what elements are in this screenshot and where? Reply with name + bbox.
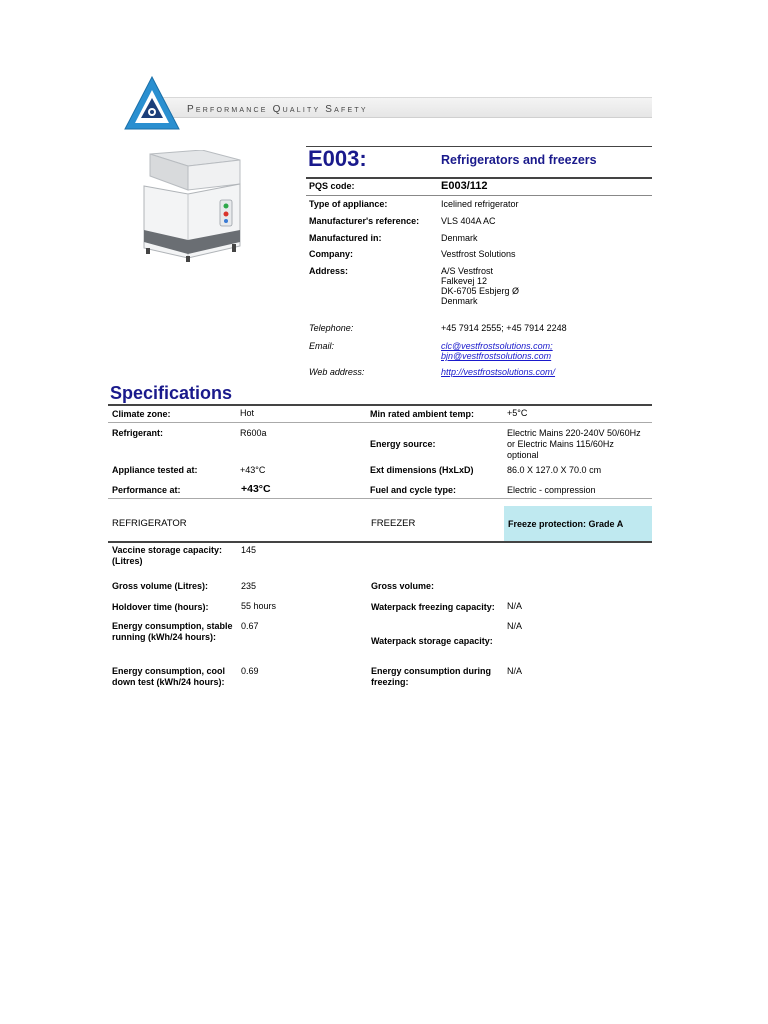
min-ambient-label: Min rated ambient temp:: [370, 409, 475, 419]
energy-stable-label-1: Energy consumption, stable: [112, 621, 233, 631]
waterpack-freezing-value: N/A: [507, 601, 523, 611]
energy-stable-value: 0.67: [241, 621, 259, 631]
energy-freezing-label-2: freezing:: [371, 677, 409, 687]
performance-at-label: Performance at:: [112, 485, 181, 495]
waterpack-storage-label: Waterpack storage capacity:: [371, 636, 493, 646]
pqs-code-value: E003/112: [441, 180, 488, 192]
manufactured-in-value: Denmark: [441, 233, 478, 243]
energy-source-label: Energy source:: [370, 439, 436, 449]
energy-freezing-value: N/A: [507, 666, 523, 676]
email-label: Email:: [309, 341, 335, 351]
telephone-label: Telephone:: [309, 323, 354, 333]
refrigerator-heading: REFRIGERATOR: [112, 518, 187, 529]
vaccine-capacity-label-1: Vaccine storage capacity:: [112, 545, 223, 555]
manufacturer-ref-label: Manufacturer's reference:: [309, 216, 420, 226]
vaccine-capacity-label-2: (Litres): [112, 556, 143, 566]
performance-at-value: +43°C: [241, 483, 271, 495]
climate-zone-label: Climate zone:: [112, 409, 171, 419]
waterpack-storage-value: N/A: [507, 621, 523, 631]
address-line-1: A/S Vestfrost: [441, 266, 494, 276]
energy-source-line-2: or Electric Mains 115/60Hz: [507, 439, 614, 449]
pqs-logo-icon: [122, 74, 182, 134]
product-category: Refrigerators and freezers: [441, 153, 597, 167]
title-rule: [306, 177, 652, 179]
spec-row-rule: [108, 422, 652, 423]
product-code-title: E003:: [308, 146, 367, 171]
holdover-value: 55 hours: [241, 601, 277, 611]
refrigerant-value: R600a: [240, 428, 267, 438]
company-label: Company:: [309, 249, 354, 259]
spec-title-rule: [108, 404, 652, 406]
document-header: [108, 74, 652, 134]
energy-freezing-label-1: Energy consumption during: [371, 666, 492, 676]
energy-cooldown-label-1: Energy consumption, cool: [112, 666, 226, 676]
gross-volume-value: 235: [241, 581, 257, 591]
address-label: Address:: [309, 266, 349, 276]
manufacturer-ref-value: VLS 404A AC: [441, 216, 496, 226]
gross-volume-label: Gross volume (Litres):: [112, 581, 209, 591]
holdover-label: Holdover time (hours):: [112, 602, 209, 612]
freezer-heading: FREEZER: [371, 518, 416, 529]
ext-dimensions-label: Ext dimensions (HxLxD): [370, 465, 474, 475]
ext-dimensions-value: 86.0 X 127.0 X 70.0 cm: [507, 465, 602, 475]
address-line-2: Falkevej 12: [441, 276, 488, 286]
refrigerant-label: Refrigerant:: [112, 428, 164, 438]
fuel-cycle-value: Electric - compression: [507, 485, 596, 495]
vaccine-capacity-value: 145: [241, 545, 257, 555]
email-link-1[interactable]: clc@vestfrostsolutions.com;: [441, 341, 553, 351]
energy-stable-label-2: running (kWh/24 hours):: [112, 632, 216, 642]
energy-cooldown-label-2: down test (kWh/24 hours):: [112, 677, 225, 687]
waterpack-freezing-label: Waterpack freezing capacity:: [371, 602, 495, 612]
telephone-value: +45 7914 2555; +45 7914 2248: [441, 323, 567, 333]
tested-at-label: Appliance tested at:: [112, 465, 198, 475]
specifications-title: Specifications: [110, 383, 233, 403]
pqs-code-label: PQS code:: [309, 181, 355, 191]
min-ambient-value: +5°C: [507, 408, 528, 418]
climate-zone-value: Hot: [240, 408, 255, 418]
freeze-protection-label: Freeze protection: Grade A: [508, 519, 624, 529]
manufactured-in-label: Manufactured in:: [309, 233, 382, 243]
address-line-3: DK-6705 Esbjerg Ø: [441, 286, 520, 296]
web-address-label: Web address:: [309, 367, 365, 377]
energy-cooldown-value: 0.69: [241, 666, 259, 676]
section-rule: [108, 541, 652, 543]
chest-refrigerator-photo: [140, 150, 246, 264]
energy-source-line-3: optional: [507, 450, 539, 460]
appliance-type-value: Icelined refrigerator: [441, 199, 519, 209]
address-line-4: Denmark: [441, 296, 478, 306]
web-address-link[interactable]: http://vestfrostsolutions.com/: [441, 367, 556, 377]
email-link-2[interactable]: bjn@vestfrostsolutions.com: [441, 351, 552, 361]
tested-at-value: +43°C: [240, 465, 266, 475]
company-value: Vestfrost Solutions: [441, 249, 516, 259]
spec-bottom-rule: [108, 498, 652, 499]
appliance-type-label: Type of appliance:: [309, 199, 388, 209]
freezer-gross-volume-label: Gross volume:: [371, 581, 435, 591]
fuel-cycle-label: Fuel and cycle type:: [370, 485, 457, 495]
header-tagline: Performance Quality Safety: [187, 104, 368, 115]
energy-source-line-1: Electric Mains 220-240V 50/60Hz: [507, 428, 641, 438]
pqs-rule: [306, 195, 652, 196]
